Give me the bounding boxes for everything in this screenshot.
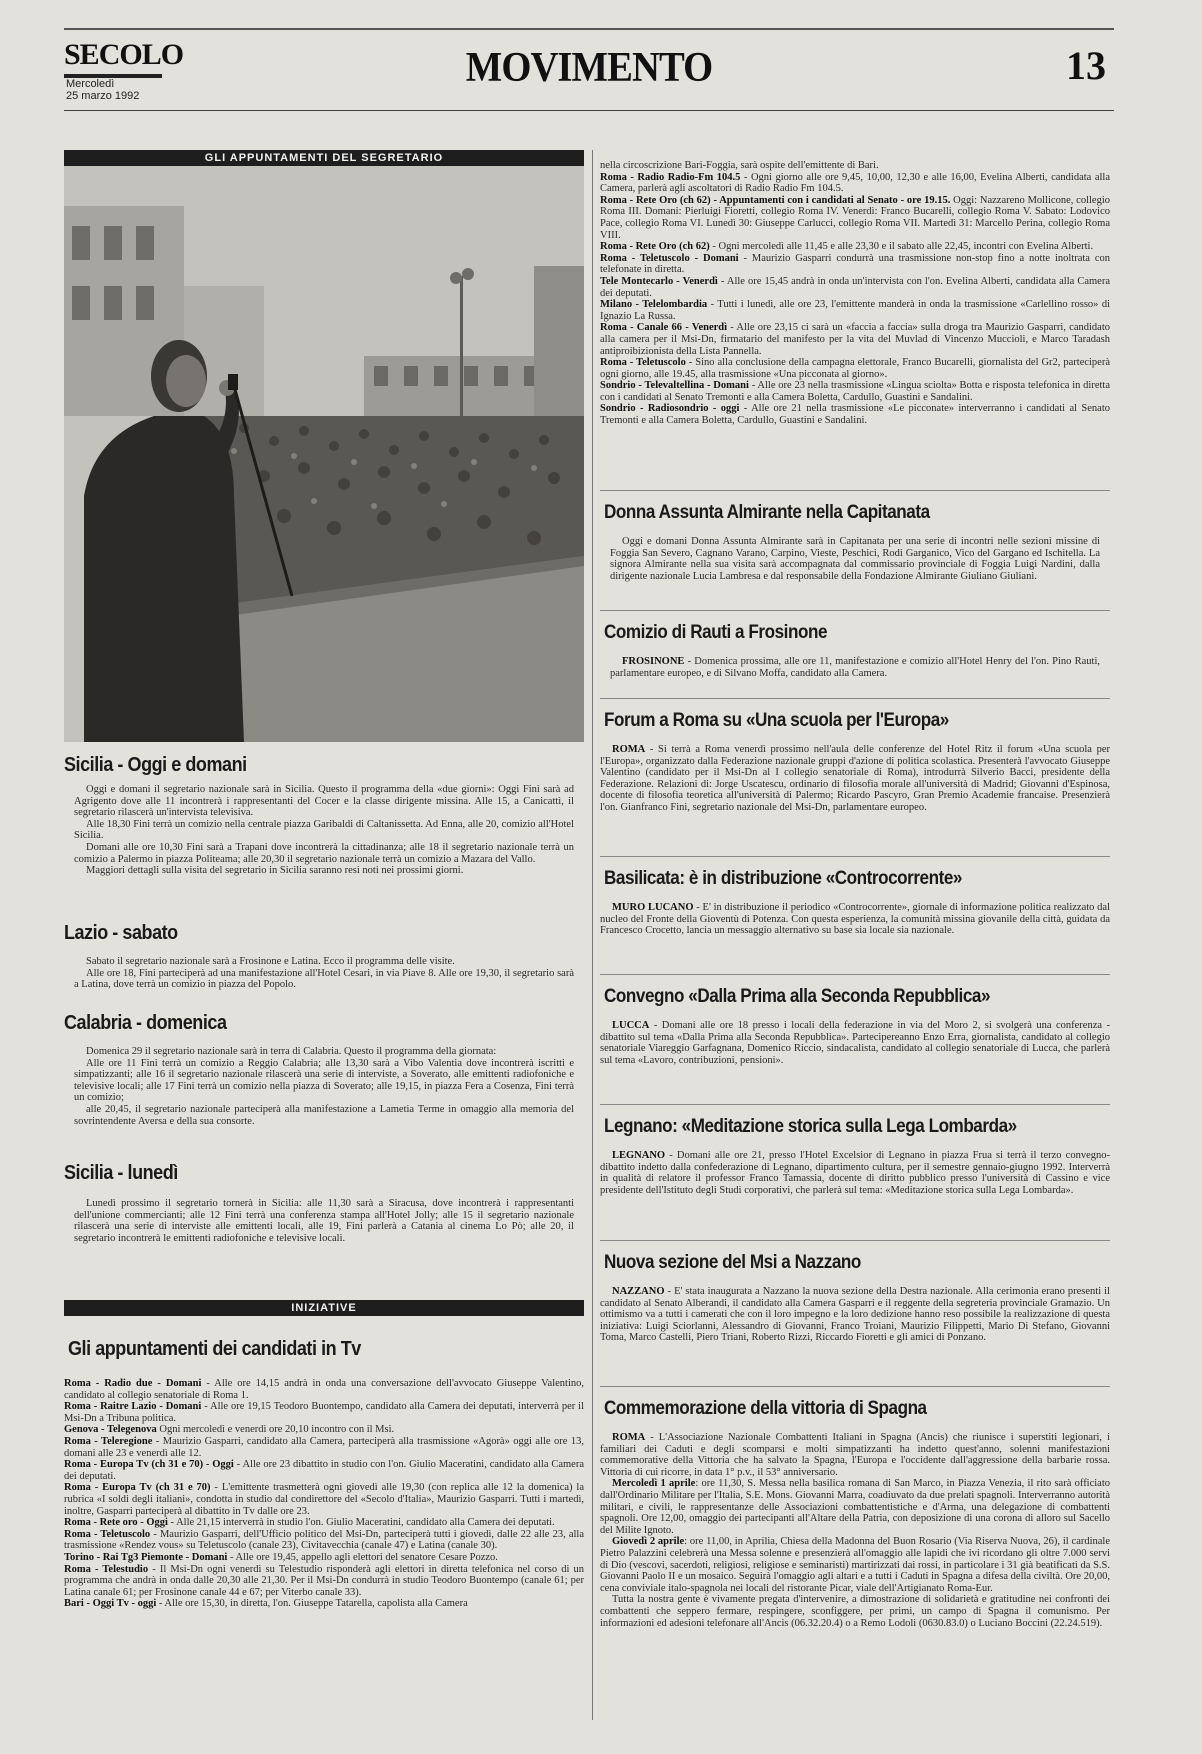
article-rauti [610, 656, 1100, 679]
headline-sicilia-lunedi: Sicilia - lunedì [64, 1162, 178, 1184]
column-divider [592, 150, 593, 1720]
article-lead: NAZZANO [612, 1286, 665, 1297]
rally-photo [64, 166, 584, 742]
paragraph: Lunedì prossimo il segretario tornerà in Sicilia: alle 11,30 sarà a Siracusa, dove incontrerà i rappresentanti dell'unione commercianti; alle 12 Fini terrà una conferenza stampa all'Hotel Jolly; alle 15 il segretario nazionale rilascerà una serie di interviste alle emittenti locali, alle 19, Fini parlerà a Catania al cinema Lo Pò; alle 20, il segretario incontrerà le emittenti radiofoniche e televisive locali. [74, 1198, 574, 1244]
tv-item-lead: Sondrio - Radiosondrio - oggi [600, 403, 740, 415]
tv-item-lead: Roma - Canale 66 - Venerdì [600, 322, 728, 334]
tv-item-lead: Roma - Teleregione [64, 1435, 153, 1447]
section-rule [600, 856, 1110, 857]
tv-item [600, 241, 1110, 253]
section-rule [600, 698, 1110, 699]
tv-item [64, 1459, 584, 1482]
tv-item-text: - Alle ore 14,15 andrà in onda una conversazione dell'avvocato Giuseppe Valentino, candidato al collegio senatoriale di Roma 1. [64, 1378, 584, 1401]
tv-item-lead: Torino - Rai Tg3 Piemonte - Domani [64, 1551, 228, 1563]
tv-item-text: - Alle ore 23 dibattito in studio con l'on. Giulio Maceratini, candidato alla Camera dei deputati. [64, 1459, 584, 1482]
tv-item [64, 1598, 584, 1610]
article-text: - L'Associazione Nazionale Combattenti Italiani in Spagna (Ancis) che riunisce i superstiti legionari, i familiari dei Caduti e degli scomparsi e molti simpatizzanti ha indetto quest'anno, solenni manifestazioni commemorative della Vittoria che ha salvato la Spagna, l'Europa e l'occidente dall'aggressione della barbarie rossa. Vittoria di cui ricorre, in data 1° p.v., il 53° anniversario. [600, 1432, 1110, 1478]
paragraph [600, 744, 1110, 814]
article-tv [64, 1378, 584, 1610]
tv-item [64, 1529, 584, 1552]
tv-item-lead: Roma - Radio Radio-Fm 104.5 [600, 171, 741, 183]
article-text: Oggi e domani Donna Assunta Almirante sarà in Capitanata per una serie di incontri nelle sezioni missine di Foggia San Severo, Cagnano Varano, Carpino, Vieste, Peschici, Rodi Garganico, Vico del Gargano ed Ischitella. La signora Almirante nella sua visita sarà accompagnata dal commissario provinciale di Foggia Luigi Nardini, dalla dirigente nazionale Lucia Lambresa e dal responsabile della Fondazione Almirante Giuliano Giuliani. [610, 536, 1100, 582]
tv-item-text: - Ogni giorno alle ore 9,45, 10,00, 12,30 e alle 16,00, Evelina Alberti, candidata alla Camera, parlerà agli ascoltatori di Radio Radio Fm 104.5. [600, 171, 1110, 195]
tv-item-lead: Roma - Teletuscolo [64, 1528, 151, 1540]
headline-almirante: Donna Assunta Almirante nella Capitanata [604, 502, 930, 523]
section-rule [600, 974, 1110, 975]
masthead [64, 30, 1114, 110]
article-text: : ore 11,30, S. Messa nella basilica romana di San Marco, in Piazza Venezia, il rito sarà officiato dall'Ordinario Militare per l'Italia, S.E. Mons. Giovanni Marra, coadiuvato da due prelati spagnoli. Interverranno autorità militari, e civili, le rappresentanze delle Associazioni combattentistiche e d'Arma, una delegazione di combattenti spagnoli. Ore 12,00, omaggio dei partecipanti all'Altare della Patria, con deposizione di una corona di alloro sul Sacello del Milite Ignoto. [600, 1478, 1111, 1536]
tv-item [600, 160, 1110, 172]
article-nazzano [600, 1286, 1110, 1344]
article-text: - Domani alle ore 18 presso i locali della federazione in via del Moro 2, si svolgerà una conferenza - dibattito sul tema «Dalla Prima alla Seconda Repubblica». Partecipereanno Enzo Erra, giornalista, candidato al collegio senatoriale Viareggio Garfagnana, Domenico Riccio, sindacalista, candidato al collegio senatoriale di Lucca, che parlerà sul tema «Lavoro, contribuzioni, pensioni». [600, 1020, 1110, 1066]
headline-lazio: Lazio - sabato [64, 922, 178, 944]
paragraph: Sabato il segretario nazionale sarà a Frosinone e Latina. Ecco il programma delle visite. [86, 956, 455, 967]
tv-item [600, 357, 1110, 380]
headline-tv: Gli appuntamenti dei candidati in Tv [68, 1338, 361, 1360]
article-lead: MURO LUCANO [612, 902, 694, 913]
tv-item [64, 1517, 584, 1529]
article-text: - E' in distribuzione il periodico «Controcorrente», giornale di informazione politica realizzato dal nucleo del Fronte della Gioventù di Potenza. Con questa esperienza, la comunità missina giovanile della città, guidata da Francesco Crocetto, lancia un messaggio alternativo su base sia locale sia nazionale. [600, 902, 1111, 937]
headline-sicilia-oggi: Sicilia - Oggi e domani [64, 754, 247, 776]
tv-item-text: - Alle ore 19,15 Teodoro Buontempo, candidato alla Camera dei deputati, interverrà per il Msi-Dn a Tribuna politica. [64, 1401, 584, 1424]
article-almirante [610, 536, 1100, 582]
section-rule [600, 1104, 1110, 1105]
page-number: 13 [1066, 43, 1106, 88]
tv-item-lead: Roma - Rete Oro (ch 62) - Appuntamenti con i candidati al Senato - ore 19.15. [600, 194, 951, 206]
article-lead: Mercoledì 1 aprile [612, 1478, 696, 1490]
tv-item [600, 322, 1110, 357]
tv-item-text: - Sino alla conclusione della campagna elettorale, Franco Bucarelli, giornalista del Gr2, parteciperà ogni giorno, alle 19.45, alla trasmissione «Una picconata al giorno». [600, 357, 1110, 380]
paragraph [600, 1432, 1110, 1478]
paragraph [600, 1536, 1110, 1594]
article-forum-roma [600, 744, 1110, 814]
tv-item-text: - Alle ore 23,15 ci sarà un «faccia a faccia» sulla droga tra Maurizio Gasparri, candidato alla camera per il Msi-Dn, firmatario del manifesto per la vita del Muvlad di Vincenzo Muccioli, e Marco Taradash antiproibizionista della Lista Pannella. [600, 322, 1110, 357]
headline-convegno: Convegno «Dalla Prima alla Seconda Repubblica» [604, 986, 991, 1007]
paragraph [600, 1478, 1110, 1536]
right-column [600, 150, 1110, 1720]
tv-item-lead: Bari - Oggi Tv - oggi [64, 1598, 157, 1610]
tv-item-text: - Ogni mercoledì alle 11,45 e alle 23,30 e il sabato alle 22,45, incontri con Evelina Alberti. [709, 241, 1094, 253]
article-convegno [600, 1020, 1110, 1066]
tv-item-text: - Alle ore 15,30, in diretta, l'on. Giuseppe Tatarella, capolista alla Camera [156, 1598, 468, 1610]
tv-item-text: - Alle ore 23 nella trasmissione «Lingua sciolta» Botta e risposta telefonica in diretta con i candidati al Senato Tremonti e alla Camera Boletta, Cardullo, Guastini e Sandalini. [600, 380, 1110, 403]
headline-calabria: Calabria - domenica [64, 1012, 227, 1034]
tv-item [64, 1424, 584, 1436]
tv-item-text: - Alle 21,15 interverrà in studio l'on. Giulio Maceratini, candidato alla Camera dei deputati. [167, 1517, 555, 1529]
tv-item [600, 403, 1110, 426]
article-text: Tutta la nostra gente è vivamente pregata d'intervenire, a dimostrazione di solidarietà e gratitudine nei confronti dei combattenti che seppero fermare, respingere, sconfiggere, per primi, un campo di Spagna il comunismo. Per informazioni ed adesioni telefonare all'Ancis (06.32.20.4) o a Remo Lodoli (0630.83.0) o Luciano Boccini (22.24.519). [600, 1594, 1110, 1629]
article-basilicata [600, 902, 1110, 937]
paragraph: Domenica 29 il segretario nazionale sarà in terra di Calabria. Questo il programma della giornata: [86, 1046, 497, 1057]
article-text: - Domenica prossima, alle ore 11, manifestazione e comizio all'Hotel Henry del l'on. Pino Rauti, parlamentare europeo, e di Silvano Moffa, candidato alla Camera. [610, 656, 1100, 679]
paragraph: Alle ore 18, Fini parteciperà ad una manifestazione all'Hotel Cesari, in via Piave 8. Alle ore 19,30, il segretario sarà a Latina, dove terrà un comizio in piazza del Popolo. [74, 967, 574, 991]
tv-item-lead: Genova - Telegenova [64, 1424, 157, 1436]
tv-item [600, 380, 1110, 403]
issue-day: 25 marzo 1992 [66, 90, 140, 102]
article-text: - E' stata inaugurata a Nazzano la nuova sezione della Destra nazionale. Alla cerimonia erano presenti il candidato al Senato Alberandi, il candidato alla Camera Gasparri e il reggente della segreteria provinciale Gramazio. Un ottimismo va a tutti i camerati che con il loro impegno e la loro dedizione hanno reso possibile la realizzazione di questa iniziativa: Luigi Sciorlanni, Alessandro di Giovanni, Franco Troiani, Maurizio Filippetti, Mario Di Stefano, Giovanni Toma, Marco Castelli, Piero Triani, Roberto Rizzi, Riccardo Fioretti e gli amici di Ponzano. [600, 1286, 1110, 1344]
issue-weekday: Mercoledì [66, 78, 115, 90]
paragraph [600, 902, 1110, 937]
section-rule [600, 490, 1110, 491]
article-lead: FROSINONE [622, 656, 685, 667]
tv-item [64, 1482, 584, 1517]
article-text: - Si terrà a Roma venerdì prossimo nell'aula delle conferenze del Hotel Ritz il forum «Una scuola per l'Europa», organizzato dalla Federazione nazionale gruppi d'azione di politica scolastica. Presenterà l'avvocato Giuseppe Valentino (candidato per il Msi-Dn al I collegio senatoriale di Roma), introdurrà Silverio Bacci, presidente della Federazione. Relazioni di: Jorge Uscatescu, ordinario di filosofia morale all'università di Madrid; Giovanni d'Espinosa, docente di filosofia teoretica all'università di Palermo; Ricardo Pascyro, Gran Premio Academie francaise. Presenzierà l'on. Gianfranco Fini, segretario nazionale del Msi-Dn, parlamentare europeo. [600, 744, 1110, 813]
article-tv-continued [600, 160, 1110, 427]
tv-item-text: Ogni mercoledì e venerdì ore 20,10 incontro con il Msi. [156, 1424, 395, 1436]
paragraph: alle 20,45, il segretario nazionale parteciperà alla manifestazione a Lametia Terme in omaggio alla memoria del sovrintendente Aversa e della sua consorte. [74, 1103, 574, 1127]
tv-item-lead: Roma - Telestudio [64, 1563, 149, 1575]
tv-item [64, 1436, 584, 1459]
section-rule [600, 610, 1110, 611]
tv-item [64, 1552, 584, 1564]
paragraph [610, 536, 1100, 582]
tv-item [64, 1564, 584, 1599]
tv-item-lead: Roma - Europa Tv (ch 31 e 70) - Oggi [64, 1459, 234, 1471]
tv-item [64, 1401, 584, 1424]
paragraph [610, 656, 1100, 679]
article-sicilia-lunedi [74, 1198, 574, 1244]
tv-item [600, 253, 1110, 276]
iniziative-banner: INIZIATIVE [64, 1300, 584, 1316]
tv-item-text: - Alle ore 19,45, appello agli elettori del senatore Cesare Pozzo. [227, 1551, 498, 1563]
headline-legnano: Legnano: «Meditazione storica sulla Lega Lombarda» [604, 1116, 1017, 1137]
paragraph [600, 1594, 1110, 1629]
article-lead: ROMA [612, 1432, 646, 1443]
tv-item [600, 276, 1110, 299]
headline-rauti: Comizio di Rauti a Frosinone [604, 622, 828, 643]
tv-item-lead: Milano - Telelombardia [600, 299, 708, 311]
paragraph: Maggiori dettagli sulla visita del segretario in Sicilia saranno resi noti nei prossimi giorni. [86, 865, 464, 877]
tv-item-lead: Roma - Rete Oro (ch 62) [600, 241, 710, 253]
tv-item-lead: Tele Montecarlo - Venerdì [600, 275, 718, 287]
article-text: - Domani alle ore 21, presso l'Hotel Excelsior di Legnano in piazza Frua si terrà il terzo convegno-dibattito indetto dalla confederazione di Legnano, dipartimento cultura, per il semestre gennaio-giugno 1992. Interverrà in qualità di relatore il professor Franco Tamassia, docente di diritto pubblico presso l'università di Cassino e vice presidente dell'Istituto degli Studi corporativi, che parlerà sul tema: «Meditazione storica sulla Lega Lombarda». [600, 1150, 1110, 1196]
tv-item [600, 299, 1110, 322]
paragraph: Alle 18,30 Fini terrà un comizio nella centrale piazza Garibaldi di Caltanissetta. Ad Enna, alle 20, comizio all'Hotel Sicilia. [74, 818, 574, 842]
article-legnano [600, 1150, 1110, 1196]
rally-photo-drawing [64, 166, 584, 742]
tv-item-lead: Roma - Radio due - Domani [64, 1378, 202, 1389]
tv-item-text: - Maurizio Gasparri, dell'Ufficio politico del Msi-Dn, parteciperà tutti i giovedì, dalle 22 alle 23, alla trasmissione «Rendez vous» su Teletuscolo (canale 23), Civitavecchia (canale 47) e Latina (canale 30). [64, 1528, 584, 1552]
paragraph [600, 1150, 1110, 1196]
masthead-rule [64, 110, 1114, 111]
tv-item-lead: Roma - Raitre Lazio - Domani [64, 1401, 202, 1413]
tv-item-text: - Alle ore 21 nella trasmissione «Le picconate» interverranno i candidati al Senato Tremonti e alla Camera Boletta, Cardullo, Guastini e Sandalini. [600, 403, 1110, 427]
paragraph: Domani alle ore 10,30 Fini sarà a Trapani dove incontrerà la cittadinanza; alle 18 il segretario nazionale terrà un comizio a Palermo in piazza Politeama; alle 20,30 il segretario nazionale terrà un comizio a Mazara del Vallo. [74, 841, 574, 865]
article-text: : ore 11,00, in Aprilia, Chiesa della Madonna del Buon Rosario (Via Riserva Nuova, 26), il cardinale Pietro Palazzini celebrerà una Messa solenne e presenzierà all'omaggio alle lapidi che ivi ricordano gli oltre 7.000 servi di Dio (vescovi, sacerdoti, religiosi, religiose e seminaristi) martirizzati dai rossi, in particolare i 31 già beatificati da S.S. Giovanni Paolo II e un mosaico. Seguirà l'omaggio agli altari e a tutti i Caduti in Spagna a difesa della civiltà. Ore 20,00, cena conviviale italo-spagnola nei locali del ristorante Picar, viale dell'Artigianato Roma-Eur. [600, 1536, 1111, 1594]
tv-item-text: Oggi: Nazzareno Mollicone, collegio Roma III. Domani: Pierluigi Fioretti, collegio Roma IV. Venerdì: Franco Bucarelli, collegio Roma V. Sabato: Lodovico Pace, collegio Roma VI. Lunedì 30: Giuseppe Carlucci, collegio Roma VII. Martedì 31: Marcello Perina, collegio Roma VIII. [600, 194, 1111, 241]
left-column [64, 150, 584, 1720]
article-lead: Giovedì 2 aprile [612, 1536, 685, 1548]
tv-item-lead: Sondrio - Televaltellina - Domani [600, 380, 749, 392]
tv-item-text: nella circoscrizione Bari-Foggia, sarà ospite dell'emittente di Bari. [600, 160, 879, 171]
tv-item-lead: Roma - Teletuscolo - Domani [600, 252, 739, 264]
section-title: MOVIMENTO [465, 45, 713, 91]
paragraph: Alle ore 11 Fini terrà un comizio a Reggio Calabria; alle 13,30 sarà a Vibo Valentia dove incontrerà iscritti e simpatizzanti; alle 16 il segretario nazionale rilascerà una serie di interviste, a Soverato, alle emittenti radiofoniche e televisive locali; alle 17 Fini terrà un comizio nella piazza di Soverato; alle 19,15, in piazza Fera a Cosenza, Fini terrà un comizio; [74, 1057, 574, 1104]
article-lead: LUCCA [612, 1020, 650, 1031]
article-calabria [74, 1046, 574, 1127]
tv-item-text: - Tutti i lunedì, alle ore 23, l'emittente manderà in onda la trasmissione «Carlellino rosso» di Ignazio La Russa. [600, 299, 1110, 322]
section-rule [600, 1240, 1110, 1241]
tv-item-text: - Maurizio Gasparri condurrà una trasmissione non-stop fino a notte inoltrata con telefonate in diretta. [600, 252, 1110, 276]
headline-forum-roma: Forum a Roma su «Una scuola per l'Europa» [604, 710, 949, 731]
section-rule [600, 1386, 1110, 1387]
article-sicilia-oggi [74, 784, 574, 877]
headline-nazzano: Nuova sezione del Msi a Nazzano [604, 1252, 861, 1273]
tv-item-text: - L'emittente trasmetterà ogni giovedì alle 19,30 (con replica alle 12 la domenica) la rubrica «I soldi degli italiani», condotta in studio dal condirettore del «Secolo d'Italia», Maurizio Gasparri. Tutti i martedì, inoltre, Gasparri parteciperà al dibattito in Tv dalle ore 23. [64, 1482, 584, 1517]
article-lead: LEGNANO [612, 1150, 666, 1161]
tv-item-text: - Alle ore 15,45 andrà in onda un'intervista con l'on. Evelina Alberti, candidata alla Camera dei deputati. [600, 275, 1110, 299]
tv-item-lead: Roma - Teletuscolo [600, 357, 686, 369]
paragraph [600, 1020, 1110, 1066]
tv-item-lead: Roma - Europa Tv (ch 31 e 70) [64, 1482, 211, 1494]
headline-spagna: Commemorazione della vittoria di Spagna [604, 1398, 927, 1419]
tv-item-text: - Il Msi-Dn ogni venerdì su Telestudio risponderà agli elettori in diretta telefonica nel corso di un programma che andrà in onda dalle 20,30 alle 21,30. Per il Msi-Dn condurrà in studio Teodoro Buontempo (canale 61; per Latina canale 61; per Frosinone canale 44 e 67; per Viterbo canale 33). [64, 1563, 585, 1598]
headline-basilicata: Basilicata: è in distribuzione «Controcorrente» [604, 868, 962, 889]
tv-item [64, 1378, 584, 1401]
paragraph [600, 1286, 1110, 1344]
newspaper-logo: SECOLO [64, 38, 184, 71]
photo-banner: GLI APPUNTAMENTI DEL SEGRETARIO [64, 150, 584, 166]
article-spagna [600, 1432, 1110, 1629]
tv-item [600, 195, 1110, 241]
tv-item [600, 172, 1110, 195]
article-lazio [74, 956, 574, 991]
tv-item-text: - Maurizio Gasparri, candidato alla Camera, parteciperà alla trasmissione «Agorà» oggi alle ore 13, domani alle 23 e venerdì alle 12. [64, 1435, 584, 1459]
paragraph: Oggi e domani il segretario nazionale sarà in Sicilia. Questo il programma della «due giorni»: Oggi Fini sarà ad Agrigento dove alle 11 incontrerà i rappresentanti del Cocer e la classe dirigente missina. Alle 15, a Canicattì, il segretario rilascerà un'intervista televisiva. [74, 784, 574, 819]
article-lead: ROMA [612, 744, 646, 755]
tv-item-lead: Roma - Rete oro - Oggi [64, 1517, 168, 1529]
